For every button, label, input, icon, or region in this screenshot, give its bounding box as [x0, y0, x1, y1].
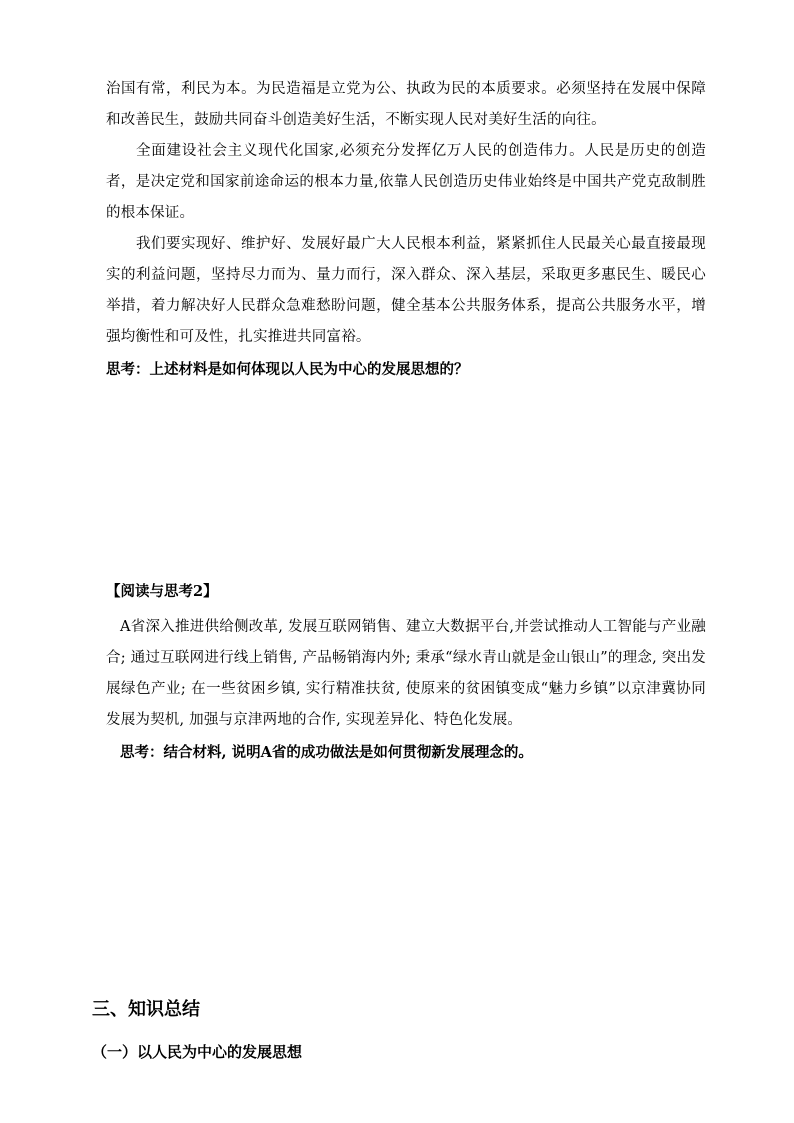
- think-question-2: 思考：结合材料, 说明A省的成功做法是如何贯彻新发展理念的。: [120, 744, 533, 761]
- paragraph-common-prosperity: 我们要实现好、维护好、发展好最广大人民根本利益，紧紧抓住人民最关心最直接最现实的利益问题，坚持尽力而为、量力而行，深入群众、深入基层，采取更多惠民生、暖民心举措，着力解决好人民群众急难愁盼问题，健全基本公共服务体系，提高公共服务水平，增强均衡性和可及性，扎实推进共同富裕。: [106, 236, 706, 345]
- paragraph-people-wellbeing: 治国有常，利民为本。为民造福是立党为公、执政为民的本质要求。必须坚持在发展中保障和改善民生，鼓励共同奋斗创造美好生活，不断实现人民对美好生活的向往。: [106, 81, 706, 128]
- subsection-title-people-centered: （一）以人民为中心的发展思想: [92, 1043, 303, 1061]
- section-title-knowledge-summary: 三、知识总结: [92, 999, 200, 1020]
- reading-material-paragraph: A省深入推进供给侧改革, 发展互联网销售、建立大数据平台,并尝试推动人工智能与产业融合; 通过互联网进行线上销售, 产品畅销海内外; 秉承“绿水青山就是金山银山”的理念, 突出发展绿色产业; 在一些贫困乡镇, 实行精准扶贫, 使原来的贫困镇变成“魅力乡镇”以京津冀协同发展为契机, 加强与京津两地的合作, 实现差异化、特色化发展。: [106, 619, 706, 728]
- think-question-1: 思考：上述材料是如何体现以人民为中心的发展思想的？: [106, 361, 469, 378]
- reading-section-heading: 【阅读与思考2】: [106, 583, 218, 600]
- paragraph-people-creativity: 全面建设社会主义现代化国家,必须充分发挥亿万人民的创造伟力。人民是历史的创造者，是决定党和国家前途命运的根本力量,依靠人民创造历史伟业始终是中国共产党克敌制胜的根本保证。: [106, 143, 706, 221]
